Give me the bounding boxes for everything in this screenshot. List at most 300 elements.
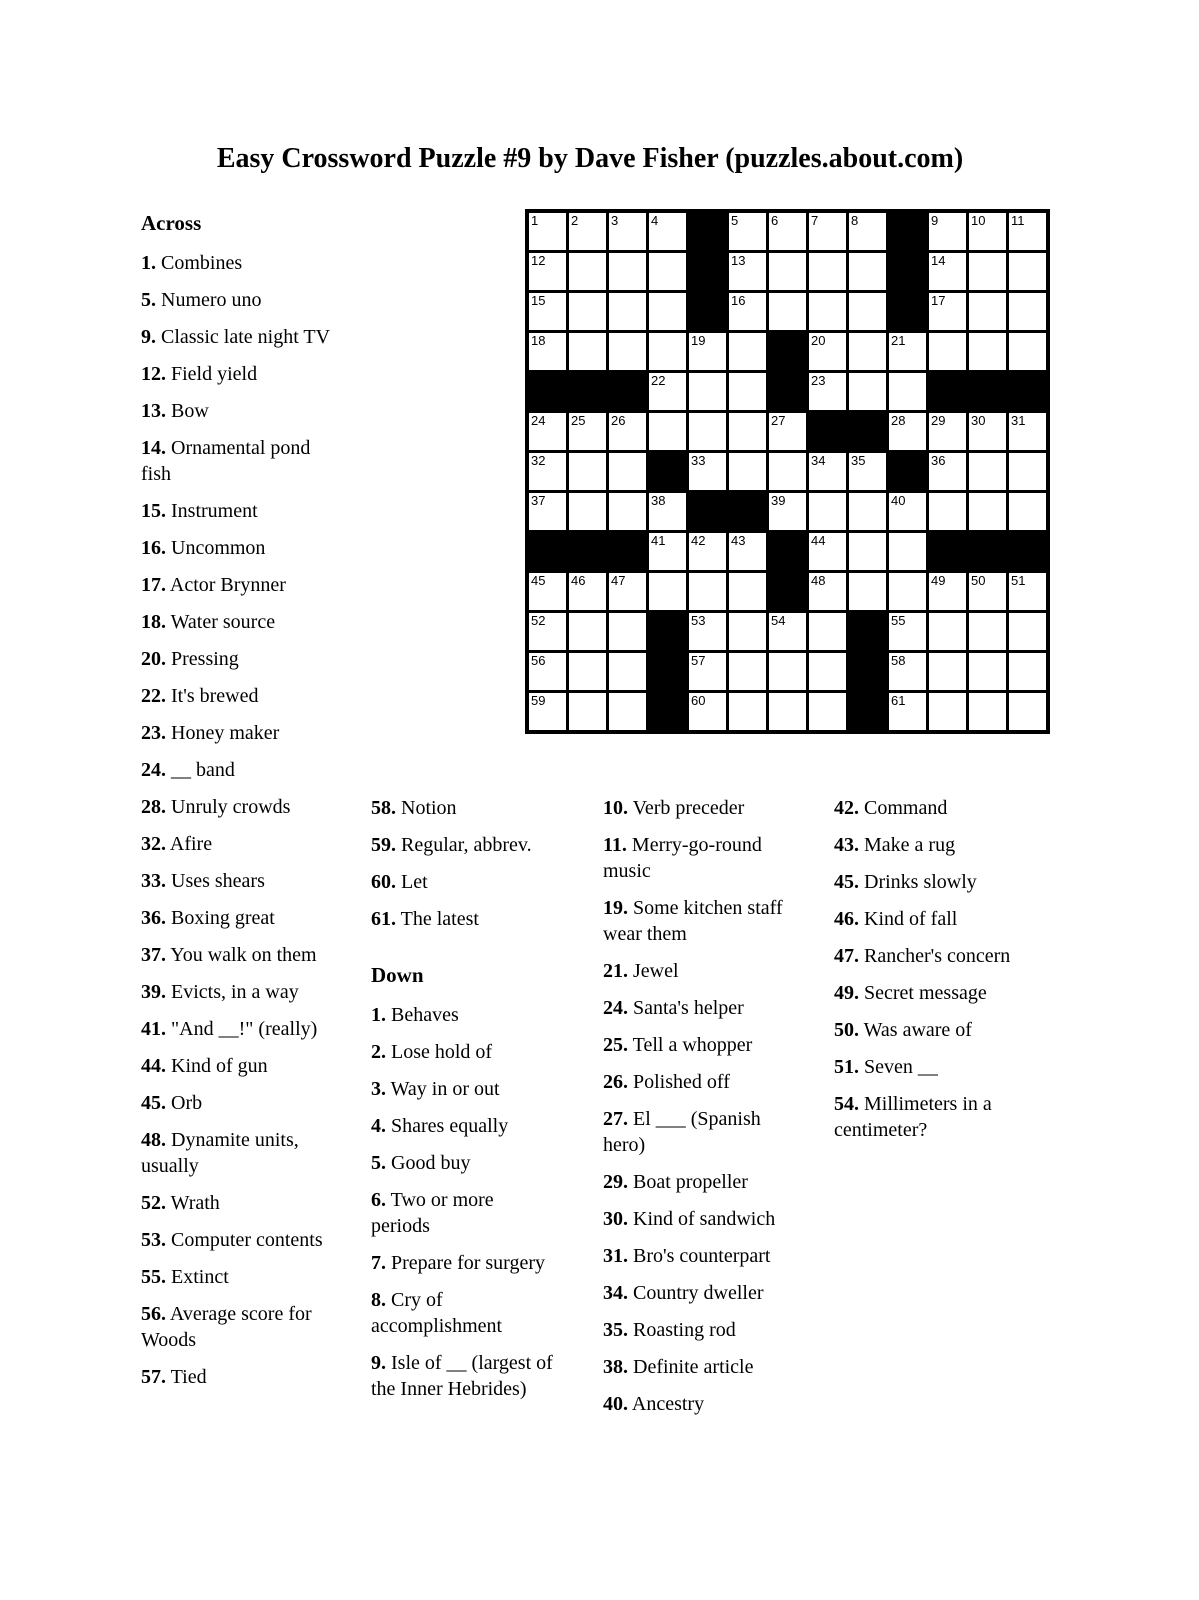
grid-cell[interactable] xyxy=(809,333,846,370)
grid-cell[interactable] xyxy=(1009,213,1046,250)
grid-cell[interactable] xyxy=(649,573,686,610)
grid-cell[interactable] xyxy=(609,493,646,530)
grid-cell[interactable] xyxy=(649,213,686,250)
grid-cell[interactable] xyxy=(889,573,926,610)
grid-cell[interactable] xyxy=(969,413,1006,450)
clue-column-4 xyxy=(834,795,1034,1154)
grid-cell[interactable] xyxy=(969,213,1006,250)
clue-number: 30. xyxy=(603,1208,628,1230)
cell-number: 7 xyxy=(811,213,819,228)
clue-item xyxy=(371,1250,557,1276)
grid-cell[interactable] xyxy=(809,213,846,250)
grid-cell[interactable] xyxy=(889,413,926,450)
black-cell xyxy=(569,533,606,570)
grid-cell[interactable] xyxy=(569,613,606,650)
cell-number: 57 xyxy=(691,653,706,668)
grid-cell[interactable] xyxy=(849,253,886,290)
grid-cell[interactable] xyxy=(529,573,566,610)
clue-number: 11. xyxy=(603,834,627,856)
grid-cell[interactable] xyxy=(1009,413,1046,450)
clue-text: Lose hold of xyxy=(386,1041,493,1063)
grid-cell[interactable] xyxy=(569,453,606,490)
grid-cell[interactable] xyxy=(689,613,726,650)
grid-cell[interactable] xyxy=(649,533,686,570)
grid-cell[interactable] xyxy=(1009,573,1046,610)
grid-cell[interactable] xyxy=(529,213,566,250)
clue-item xyxy=(834,795,1034,821)
clue-text: "And __!" (really) xyxy=(166,1018,318,1040)
clue-text: Definite article xyxy=(628,1356,754,1378)
clue-text: Numero uno xyxy=(156,289,262,311)
grid-cell[interactable] xyxy=(889,333,926,370)
clue-number: 56. xyxy=(141,1303,166,1325)
down-clue-list xyxy=(371,1002,557,1402)
grid-cell[interactable] xyxy=(649,333,686,370)
grid-cell[interactable] xyxy=(1009,333,1046,370)
clue-text: Computer contents xyxy=(166,1229,323,1251)
clue-number: 37. xyxy=(141,944,166,966)
clue-number: 47. xyxy=(834,945,859,967)
clue-number: 21. xyxy=(603,960,628,982)
clue-text: Millimeters in a centimeter? xyxy=(834,1093,992,1141)
cell-number: 1 xyxy=(531,213,539,228)
cell-number: 18 xyxy=(531,333,546,348)
grid-cell[interactable] xyxy=(609,653,646,690)
grid-cell[interactable] xyxy=(889,493,926,530)
clue-item xyxy=(834,943,1034,969)
grid-cell[interactable] xyxy=(969,333,1006,370)
clue-number: 39. xyxy=(141,981,166,1003)
grid-cell[interactable] xyxy=(849,453,886,490)
black-cell xyxy=(1009,373,1046,410)
grid-cell[interactable] xyxy=(529,333,566,370)
across-clue-list xyxy=(141,250,341,1390)
grid-cell[interactable] xyxy=(809,573,846,610)
clue-item xyxy=(603,958,799,984)
clue-text: Afire xyxy=(166,833,213,855)
grid-cell[interactable] xyxy=(1009,453,1046,490)
cell-number: 23 xyxy=(811,373,826,388)
cell-number: 9 xyxy=(931,213,939,228)
clue-item xyxy=(371,1350,557,1402)
grid-cell[interactable] xyxy=(809,453,846,490)
grid-cell[interactable] xyxy=(929,213,966,250)
clue-text: The latest xyxy=(396,908,479,930)
black-cell xyxy=(849,653,886,690)
grid-cell[interactable] xyxy=(689,413,726,450)
cell-number: 4 xyxy=(651,213,659,228)
clue-text: Some kitchen staff wear them xyxy=(603,897,783,945)
grid-cell[interactable] xyxy=(569,333,606,370)
clue-text: Tied xyxy=(166,1366,207,1388)
grid-cell[interactable] xyxy=(729,213,766,250)
grid-cell[interactable] xyxy=(729,293,766,330)
cell-number: 17 xyxy=(931,293,946,308)
grid-cell[interactable] xyxy=(1009,493,1046,530)
grid-cell[interactable] xyxy=(809,653,846,690)
clue-text: Boxing great xyxy=(166,907,275,929)
grid-cell[interactable] xyxy=(609,413,646,450)
clue-number: 16. xyxy=(141,537,166,559)
grid-cell[interactable] xyxy=(849,573,886,610)
grid-cell[interactable] xyxy=(809,533,846,570)
grid-cell[interactable] xyxy=(569,693,606,730)
black-cell xyxy=(769,533,806,570)
grid-cell[interactable] xyxy=(769,493,806,530)
clue-text: Make a rug xyxy=(859,834,956,856)
clue-item xyxy=(141,905,341,931)
clue-item xyxy=(371,1113,557,1139)
clue-item xyxy=(834,832,1034,858)
clue-text: Field yield xyxy=(166,363,258,385)
clue-text: Bow xyxy=(166,400,209,422)
clue-text: Roasting rod xyxy=(628,1319,736,1341)
clue-item xyxy=(603,832,799,884)
grid-cell[interactable] xyxy=(849,373,886,410)
grid-cell[interactable] xyxy=(689,373,726,410)
grid-cell[interactable] xyxy=(729,653,766,690)
cell-number: 58 xyxy=(891,653,906,668)
clue-number: 20. xyxy=(141,648,166,670)
grid-cell[interactable] xyxy=(1009,613,1046,650)
grid-cell[interactable] xyxy=(529,613,566,650)
clue-item xyxy=(141,979,341,1005)
clue-column-1 xyxy=(141,210,341,1401)
grid-cell[interactable] xyxy=(649,253,686,290)
grid-cell[interactable] xyxy=(769,253,806,290)
grid-cell[interactable] xyxy=(809,493,846,530)
clue-number: 60. xyxy=(371,871,396,893)
cell-number: 3 xyxy=(611,213,619,228)
cell-number: 22 xyxy=(651,373,666,388)
grid-cell[interactable] xyxy=(649,493,686,530)
clue-item xyxy=(603,1243,799,1269)
grid-cell[interactable] xyxy=(529,253,566,290)
clue-number: 45. xyxy=(141,1092,166,1114)
grid-cell[interactable] xyxy=(689,573,726,610)
grid-cell[interactable] xyxy=(1009,293,1046,330)
clue-item xyxy=(371,869,557,895)
grid-cell[interactable] xyxy=(969,653,1006,690)
clue-item xyxy=(603,1280,799,1306)
black-cell xyxy=(809,413,846,450)
black-cell xyxy=(649,653,686,690)
clue-item xyxy=(603,995,799,1021)
grid-cell[interactable] xyxy=(609,253,646,290)
clue-text: Classic late night TV xyxy=(156,326,331,348)
grid-cell[interactable] xyxy=(529,693,566,730)
cell-number: 37 xyxy=(531,493,546,508)
clue-number: 41. xyxy=(141,1018,166,1040)
grid-cell[interactable] xyxy=(769,293,806,330)
clue-number: 6. xyxy=(371,1189,386,1211)
black-cell xyxy=(529,373,566,410)
grid-cell[interactable] xyxy=(609,333,646,370)
grid-cell[interactable] xyxy=(729,573,766,610)
grid-cell[interactable] xyxy=(569,253,606,290)
grid-cell[interactable] xyxy=(769,213,806,250)
black-cell xyxy=(689,253,726,290)
grid-cell[interactable] xyxy=(529,493,566,530)
clue-number: 45. xyxy=(834,871,859,893)
clue-text: Water source xyxy=(166,611,276,633)
clue-number: 27. xyxy=(603,1108,628,1130)
grid-cell[interactable] xyxy=(569,213,606,250)
clue-item xyxy=(371,1076,557,1102)
grid-cell[interactable] xyxy=(729,453,766,490)
clue-item xyxy=(141,646,341,672)
clue-item xyxy=(141,435,341,487)
grid-cell[interactable] xyxy=(969,573,1006,610)
grid-cell[interactable] xyxy=(929,253,966,290)
cell-number: 49 xyxy=(931,573,946,588)
clue-text: It's brewed xyxy=(166,685,259,707)
clue-number: 24. xyxy=(141,759,166,781)
clue-item xyxy=(603,1391,799,1417)
grid-cell[interactable] xyxy=(689,653,726,690)
cell-number: 52 xyxy=(531,613,546,628)
grid-cell[interactable] xyxy=(889,533,926,570)
grid-cell[interactable] xyxy=(649,413,686,450)
clue-number: 59. xyxy=(371,834,396,856)
clue-number: 15. xyxy=(141,500,166,522)
clue-text: Instrument xyxy=(166,500,258,522)
cell-number: 35 xyxy=(851,453,866,468)
clue-text: Verb preceder xyxy=(628,797,745,819)
clue-text: Evicts, in a way xyxy=(166,981,299,1003)
grid-cell[interactable] xyxy=(969,693,1006,730)
clue-item xyxy=(141,1301,341,1353)
clue-number: 48. xyxy=(141,1129,166,1151)
black-cell xyxy=(649,453,686,490)
clue-number: 25. xyxy=(603,1034,628,1056)
grid-cell[interactable] xyxy=(609,693,646,730)
grid-cell[interactable] xyxy=(569,573,606,610)
clue-text: Actor Brynner xyxy=(166,574,286,596)
grid-cell[interactable] xyxy=(929,453,966,490)
grid-cell[interactable] xyxy=(769,613,806,650)
grid-cell[interactable] xyxy=(689,333,726,370)
clue-number: 44. xyxy=(141,1055,166,1077)
grid-cell[interactable] xyxy=(529,293,566,330)
grid-cell[interactable] xyxy=(529,413,566,450)
grid-cell[interactable] xyxy=(569,293,606,330)
clue-item xyxy=(141,757,341,783)
clue-text: Bro's counterpart xyxy=(628,1245,771,1267)
clue-text: Kind of fall xyxy=(859,908,958,930)
grid-cell[interactable] xyxy=(689,533,726,570)
grid-cell[interactable] xyxy=(609,293,646,330)
grid-cell[interactable] xyxy=(1009,653,1046,690)
grid-cell[interactable] xyxy=(729,333,766,370)
cell-number: 59 xyxy=(531,693,546,708)
grid-cell[interactable] xyxy=(609,573,646,610)
grid-cell[interactable] xyxy=(809,293,846,330)
grid-cell[interactable] xyxy=(569,413,606,450)
grid-cell[interactable] xyxy=(969,613,1006,650)
clue-number: 13. xyxy=(141,400,166,422)
grid-cell[interactable] xyxy=(649,373,686,410)
black-cell xyxy=(969,373,1006,410)
grid-cell[interactable] xyxy=(929,653,966,690)
grid-cell[interactable] xyxy=(809,373,846,410)
grid-cell[interactable] xyxy=(649,293,686,330)
clue-number: 5. xyxy=(371,1152,386,1174)
clue-number: 1. xyxy=(371,1004,386,1026)
clue-number: 17. xyxy=(141,574,166,596)
clue-item xyxy=(141,287,341,313)
cell-number: 61 xyxy=(891,693,906,708)
grid-cell[interactable] xyxy=(889,693,926,730)
black-cell xyxy=(609,373,646,410)
black-cell xyxy=(849,613,886,650)
grid-cell[interactable] xyxy=(889,373,926,410)
clue-text: Seven __ xyxy=(859,1056,938,1078)
clue-item xyxy=(371,906,557,932)
clue-text: Way in or out xyxy=(386,1078,500,1100)
grid-cell[interactable] xyxy=(969,453,1006,490)
grid-cell[interactable] xyxy=(929,413,966,450)
grid-cell[interactable] xyxy=(689,453,726,490)
black-cell xyxy=(569,373,606,410)
clue-item xyxy=(141,1227,341,1253)
grid-cell[interactable] xyxy=(889,653,926,690)
cell-number: 8 xyxy=(851,213,859,228)
clue-text: Honey maker xyxy=(166,722,280,744)
black-cell xyxy=(889,253,926,290)
cell-number: 41 xyxy=(651,533,666,548)
cell-number: 39 xyxy=(771,493,786,508)
cell-number: 27 xyxy=(771,413,786,428)
clue-column-2 xyxy=(371,795,557,1413)
clue-text: Cry of accomplishment xyxy=(371,1289,503,1337)
clue-number: 32. xyxy=(141,833,166,855)
grid-cell[interactable] xyxy=(769,413,806,450)
clue-text: Shares equally xyxy=(386,1115,509,1137)
grid-cell[interactable] xyxy=(569,493,606,530)
black-cell xyxy=(849,413,886,450)
grid-cell[interactable] xyxy=(609,213,646,250)
black-cell xyxy=(729,493,766,530)
clue-item xyxy=(141,324,341,350)
across-heading: Across xyxy=(141,211,202,235)
clue-text: Merry-go-round music xyxy=(603,834,762,882)
crossword-grid xyxy=(525,209,1050,734)
grid-cell[interactable] xyxy=(849,293,886,330)
grid-cell[interactable] xyxy=(849,493,886,530)
grid-cell[interactable] xyxy=(569,653,606,690)
cell-number: 45 xyxy=(531,573,546,588)
grid-cell[interactable] xyxy=(729,533,766,570)
clue-text: Let xyxy=(396,871,428,893)
clue-item xyxy=(141,868,341,894)
grid-cell[interactable] xyxy=(809,693,846,730)
grid-cell[interactable] xyxy=(969,293,1006,330)
cell-number: 55 xyxy=(891,613,906,628)
black-cell xyxy=(649,693,686,730)
grid-cell[interactable] xyxy=(529,653,566,690)
grid-cell[interactable] xyxy=(889,613,926,650)
grid-cell[interactable] xyxy=(729,613,766,650)
grid-cell[interactable] xyxy=(689,693,726,730)
black-cell xyxy=(1009,533,1046,570)
grid-cell[interactable] xyxy=(929,573,966,610)
grid-cell[interactable] xyxy=(929,613,966,650)
clue-item xyxy=(603,795,799,821)
grid-cell[interactable] xyxy=(769,693,806,730)
black-cell xyxy=(609,533,646,570)
clue-text: Boat propeller xyxy=(628,1171,748,1193)
clue-number: 29. xyxy=(603,1171,628,1193)
grid-cell[interactable] xyxy=(969,493,1006,530)
clue-text: Regular, abbrev. xyxy=(396,834,532,856)
cell-number: 50 xyxy=(971,573,986,588)
clue-item xyxy=(603,1317,799,1343)
clue-item xyxy=(141,1127,341,1179)
clue-column-3 xyxy=(603,795,799,1428)
grid-cell[interactable] xyxy=(769,653,806,690)
clue-text: Dynamite units, usually xyxy=(141,1129,299,1177)
cell-number: 29 xyxy=(931,413,946,428)
clue-text: Santa's helper xyxy=(628,997,744,1019)
black-cell xyxy=(889,213,926,250)
cell-number: 38 xyxy=(651,493,666,508)
clue-text: Two or more periods xyxy=(371,1189,494,1237)
clue-text: Kind of sandwich xyxy=(628,1208,776,1230)
clue-text: Rancher's concern xyxy=(859,945,1011,967)
cell-number: 14 xyxy=(931,253,946,268)
cell-number: 20 xyxy=(811,333,826,348)
clue-number: 33. xyxy=(141,870,166,892)
grid-cell[interactable] xyxy=(849,213,886,250)
cell-number: 6 xyxy=(771,213,779,228)
grid-cell[interactable] xyxy=(929,293,966,330)
clue-text: You walk on them xyxy=(166,944,317,966)
grid-cell[interactable] xyxy=(769,453,806,490)
grid-cell[interactable] xyxy=(729,373,766,410)
clue-item xyxy=(834,980,1034,1006)
cell-number: 25 xyxy=(571,413,586,428)
grid-cell[interactable] xyxy=(929,693,966,730)
clue-number: 61. xyxy=(371,908,396,930)
grid-cell[interactable] xyxy=(929,493,966,530)
grid-cell[interactable] xyxy=(609,453,646,490)
grid-cell[interactable] xyxy=(729,253,766,290)
black-cell xyxy=(969,533,1006,570)
clue-item xyxy=(371,795,557,821)
grid-cell[interactable] xyxy=(529,453,566,490)
grid-cell[interactable] xyxy=(849,533,886,570)
grid-cell[interactable] xyxy=(729,413,766,450)
down-heading: Down xyxy=(371,963,424,987)
clue-item xyxy=(371,1287,557,1339)
grid-cell[interactable] xyxy=(1009,253,1046,290)
grid-cell[interactable] xyxy=(969,253,1006,290)
black-cell xyxy=(769,333,806,370)
grid-cell[interactable] xyxy=(729,693,766,730)
cell-number: 13 xyxy=(731,253,746,268)
grid-cell[interactable] xyxy=(809,253,846,290)
clue-text: Unruly crowds xyxy=(166,796,291,818)
grid-cell[interactable] xyxy=(929,333,966,370)
grid-cell[interactable] xyxy=(849,333,886,370)
grid-cell[interactable] xyxy=(809,613,846,650)
clue-number: 23. xyxy=(141,722,166,744)
cell-number: 28 xyxy=(891,413,906,428)
grid-cell[interactable] xyxy=(1009,693,1046,730)
clue-item xyxy=(603,1206,799,1232)
grid-cell[interactable] xyxy=(609,613,646,650)
